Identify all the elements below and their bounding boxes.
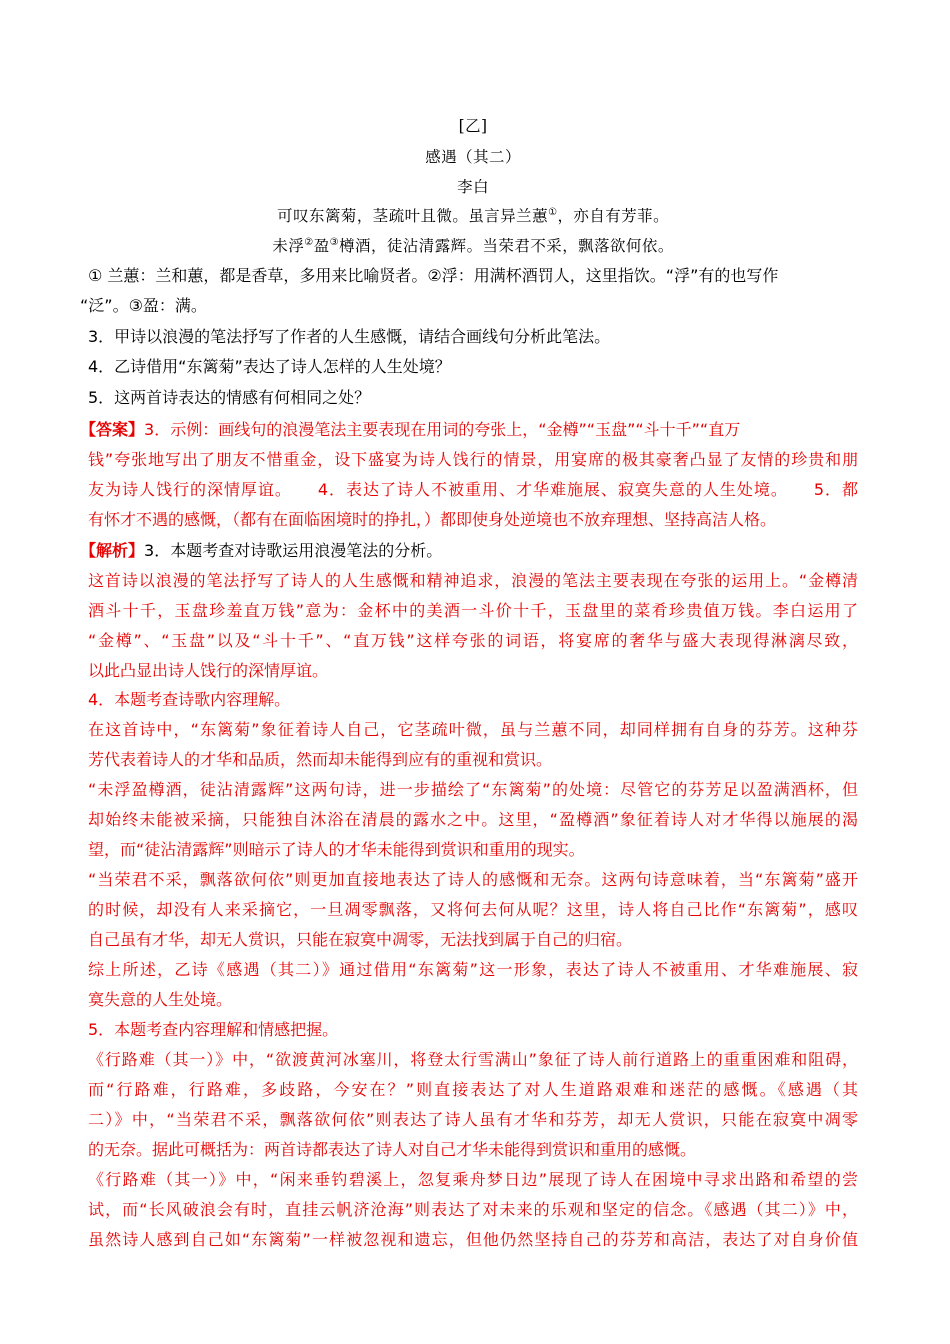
analysis-paragraph-line: 以此凸显出诗人饯行的深情厚谊。	[88, 661, 329, 680]
analysis-paragraph-line: 二）》中，“当荣君不采，飘落欲何依”则表达了诗人虽有才华和芬芳，却无人赏识，只能在寂寞中凋零	[88, 1110, 858, 1129]
question-4: 4．乙诗借用“东篱菊”表达了诗人怎样的人生处境？	[88, 357, 451, 376]
analysis-paragraph-line: 芳代表着诗人的才华和品质，然而却未能得到应有的重视和赏识。	[88, 750, 553, 769]
analysis-paragraph-line: 综上所述，乙诗《感遇（其二）》通过借用“东篱菊”这一形象，表达了诗人不被重用、才华难施展、寂	[88, 960, 858, 979]
analysis-paragraph-line: 《行路难（其一）》中，“闲来垂钓碧溪上，忽复乘舟梦日边”展现了诗人在困境中寻求出路和希望的尝	[88, 1170, 858, 1189]
answer-line: 有怀才不遇的感慨，（都有在面临困境时的挣扎，）都即使身处逆境也不放弃理想、坚持高洁人格。	[88, 510, 777, 529]
poem-line-2-text-c: 樽酒，徒沾清露辉。当荣君不采，飘落欲何依。	[339, 237, 674, 255]
analysis-line	[80, 541, 442, 561]
analysis-label: 【解析】	[80, 541, 145, 560]
poem-line-1-text-b: ，亦自有芳菲。	[557, 207, 670, 225]
analysis-paragraph-line: 试，而“长风破浪会有时，直挂云帆济沧海”则表达了对未来的乐观和坚定的信念。《感遇（其二）》中，	[88, 1200, 858, 1219]
analysis-paragraph-line: 而“行路难，行路难，多歧路，今安在？”则直接表达了对人生道路艰难和迷茫的感慨。《感遇（其	[88, 1080, 858, 1099]
analysis-paragraph-line: 的无奈。据此可概括为：两首诗都表达了诗人对自己才华未能得到赏识和重用的感慨。	[88, 1140, 697, 1159]
analysis-heading-4: 4．本题考查诗歌内容理解。	[88, 690, 291, 709]
footnote-marker-3: ③	[329, 237, 340, 248]
question-3: 3．甲诗以浪漫的笔法抒写了作者的人生感慨，请结合画线句分析此笔法。	[88, 327, 611, 346]
poem-line-2	[0, 236, 946, 256]
analysis-paragraph-line: 却始终未能被采摘，只能独自沐浴在清晨的露水之中。这里，“盈樽酒”象征着诗人对才华得以施展的渴	[88, 810, 858, 829]
analysis-paragraph-line: 《行路难（其一）》中，“欲渡黄河冰塞川，将登太行雪满山”象征了诗人前行道路上的重重困难和阻碍，	[88, 1050, 858, 1069]
poem-line-1-text-a: 可叹东篱菊，茎疏叶且微。虽言异兰蕙	[277, 207, 549, 225]
answer-line: 友为诗人饯行的深情厚谊。 4．表达了诗人不被重用、才华难施展、寂寞失意的人生处境。 5．都	[88, 480, 858, 499]
analysis-paragraph-line: 酒斗十千，玉盘珍羞直万钱”意为：金杯中的美酒一斗价十千，玉盘里的菜肴珍贵值万钱。李白运用了	[88, 601, 858, 620]
analysis-paragraph-line: “金樽”、“玉盘”以及“斗十千”、“直万钱”这样夸张的词语，将宴席的奢华与盛大表现得淋漓尽致，	[88, 631, 858, 650]
question-5: 5．这两首诗表达的情感有何相同之处？	[88, 388, 371, 407]
analysis-paragraph-line: “未浮盈樽酒，徒沾清露辉”这两句诗，进一步描绘了“东篱菊”的处境：尽管它的芬芳足以盈满酒杯，但	[88, 780, 858, 799]
analysis-heading-3: 3．本题考查对诗歌运用浪漫笔法的分析。	[144, 541, 443, 560]
analysis-paragraph-line: 自己虽有才华，却无人赏识，只能在寂寞中凋零，无法找到属于自己的归宿。	[88, 930, 633, 949]
analysis-paragraph-line: 在这首诗中，“东篱菊”象征着诗人自己，它茎疏叶微，虽与兰蕙不同，却同样拥有自身的芬芳。这种芬	[88, 720, 858, 739]
analysis-paragraph-line: 寞失意的人生处境。	[88, 990, 233, 1009]
answer-text: 3．示例：画线句的浪漫笔法主要表现在用词的夸张上，“金樽”“玉盘”“斗十千”“直万	[144, 420, 741, 439]
analysis-heading-5: 5．本题考查内容理解和情感把握。	[88, 1020, 339, 1039]
answer-line	[80, 420, 740, 440]
analysis-paragraph-line: “当荣君不采，飘落欲何依”则更加直接地表达了诗人的感慨和无奈。这两句诗意味着，当“东篱菊”盛开	[88, 870, 858, 889]
answer-line: 钱”夸张地写出了朋友不惜重金，设下盛宴为诗人饯行的情景，用宴席的极其豪奢凸显了友情的珍贵和朋	[88, 450, 858, 469]
poem-title: 感遇（其二）	[425, 148, 521, 166]
footnote-marker-2: ②	[304, 237, 314, 248]
analysis-paragraph-line: 虽然诗人感到自己如“东篱菊”一样被忽视和遗忘，但他仍然坚持自己的芬芳和高洁，表达了对自身价值	[88, 1230, 858, 1249]
footnote-marker-1: ①	[548, 207, 558, 218]
footnote-line: “泛”。③盈：满。	[80, 296, 207, 315]
poem-author: 李白	[457, 178, 490, 196]
poem-line-1	[0, 206, 946, 226]
answer-label: 【答案】	[80, 420, 145, 439]
analysis-paragraph-line: 的时候，却没有人来采摘它，一旦凋零飘落，又将何去何从呢？这里，诗人将自己比作“东篱菊”，感叹	[88, 900, 858, 919]
analysis-paragraph-line: 望，而“徒沾清露辉”则暗示了诗人的才华未能得到赏识和重用的现实。	[88, 840, 585, 859]
section-marker: [乙]	[458, 117, 488, 135]
poem-line-2-text-a: 未浮	[272, 237, 305, 255]
analysis-paragraph-line: 这首诗以浪漫的笔法抒写了诗人的人生感慨和精神追求，浪漫的笔法主要表现在夸张的运用上。“金樽清	[88, 571, 858, 590]
footnote-line: ① 兰蕙：兰和蕙，都是香草，多用来比喻贤者。②浮：用满杯酒罚人，这里指饮。“浮”有的也写作	[88, 266, 779, 285]
poem-line-2-text-b: 盈	[313, 237, 330, 255]
